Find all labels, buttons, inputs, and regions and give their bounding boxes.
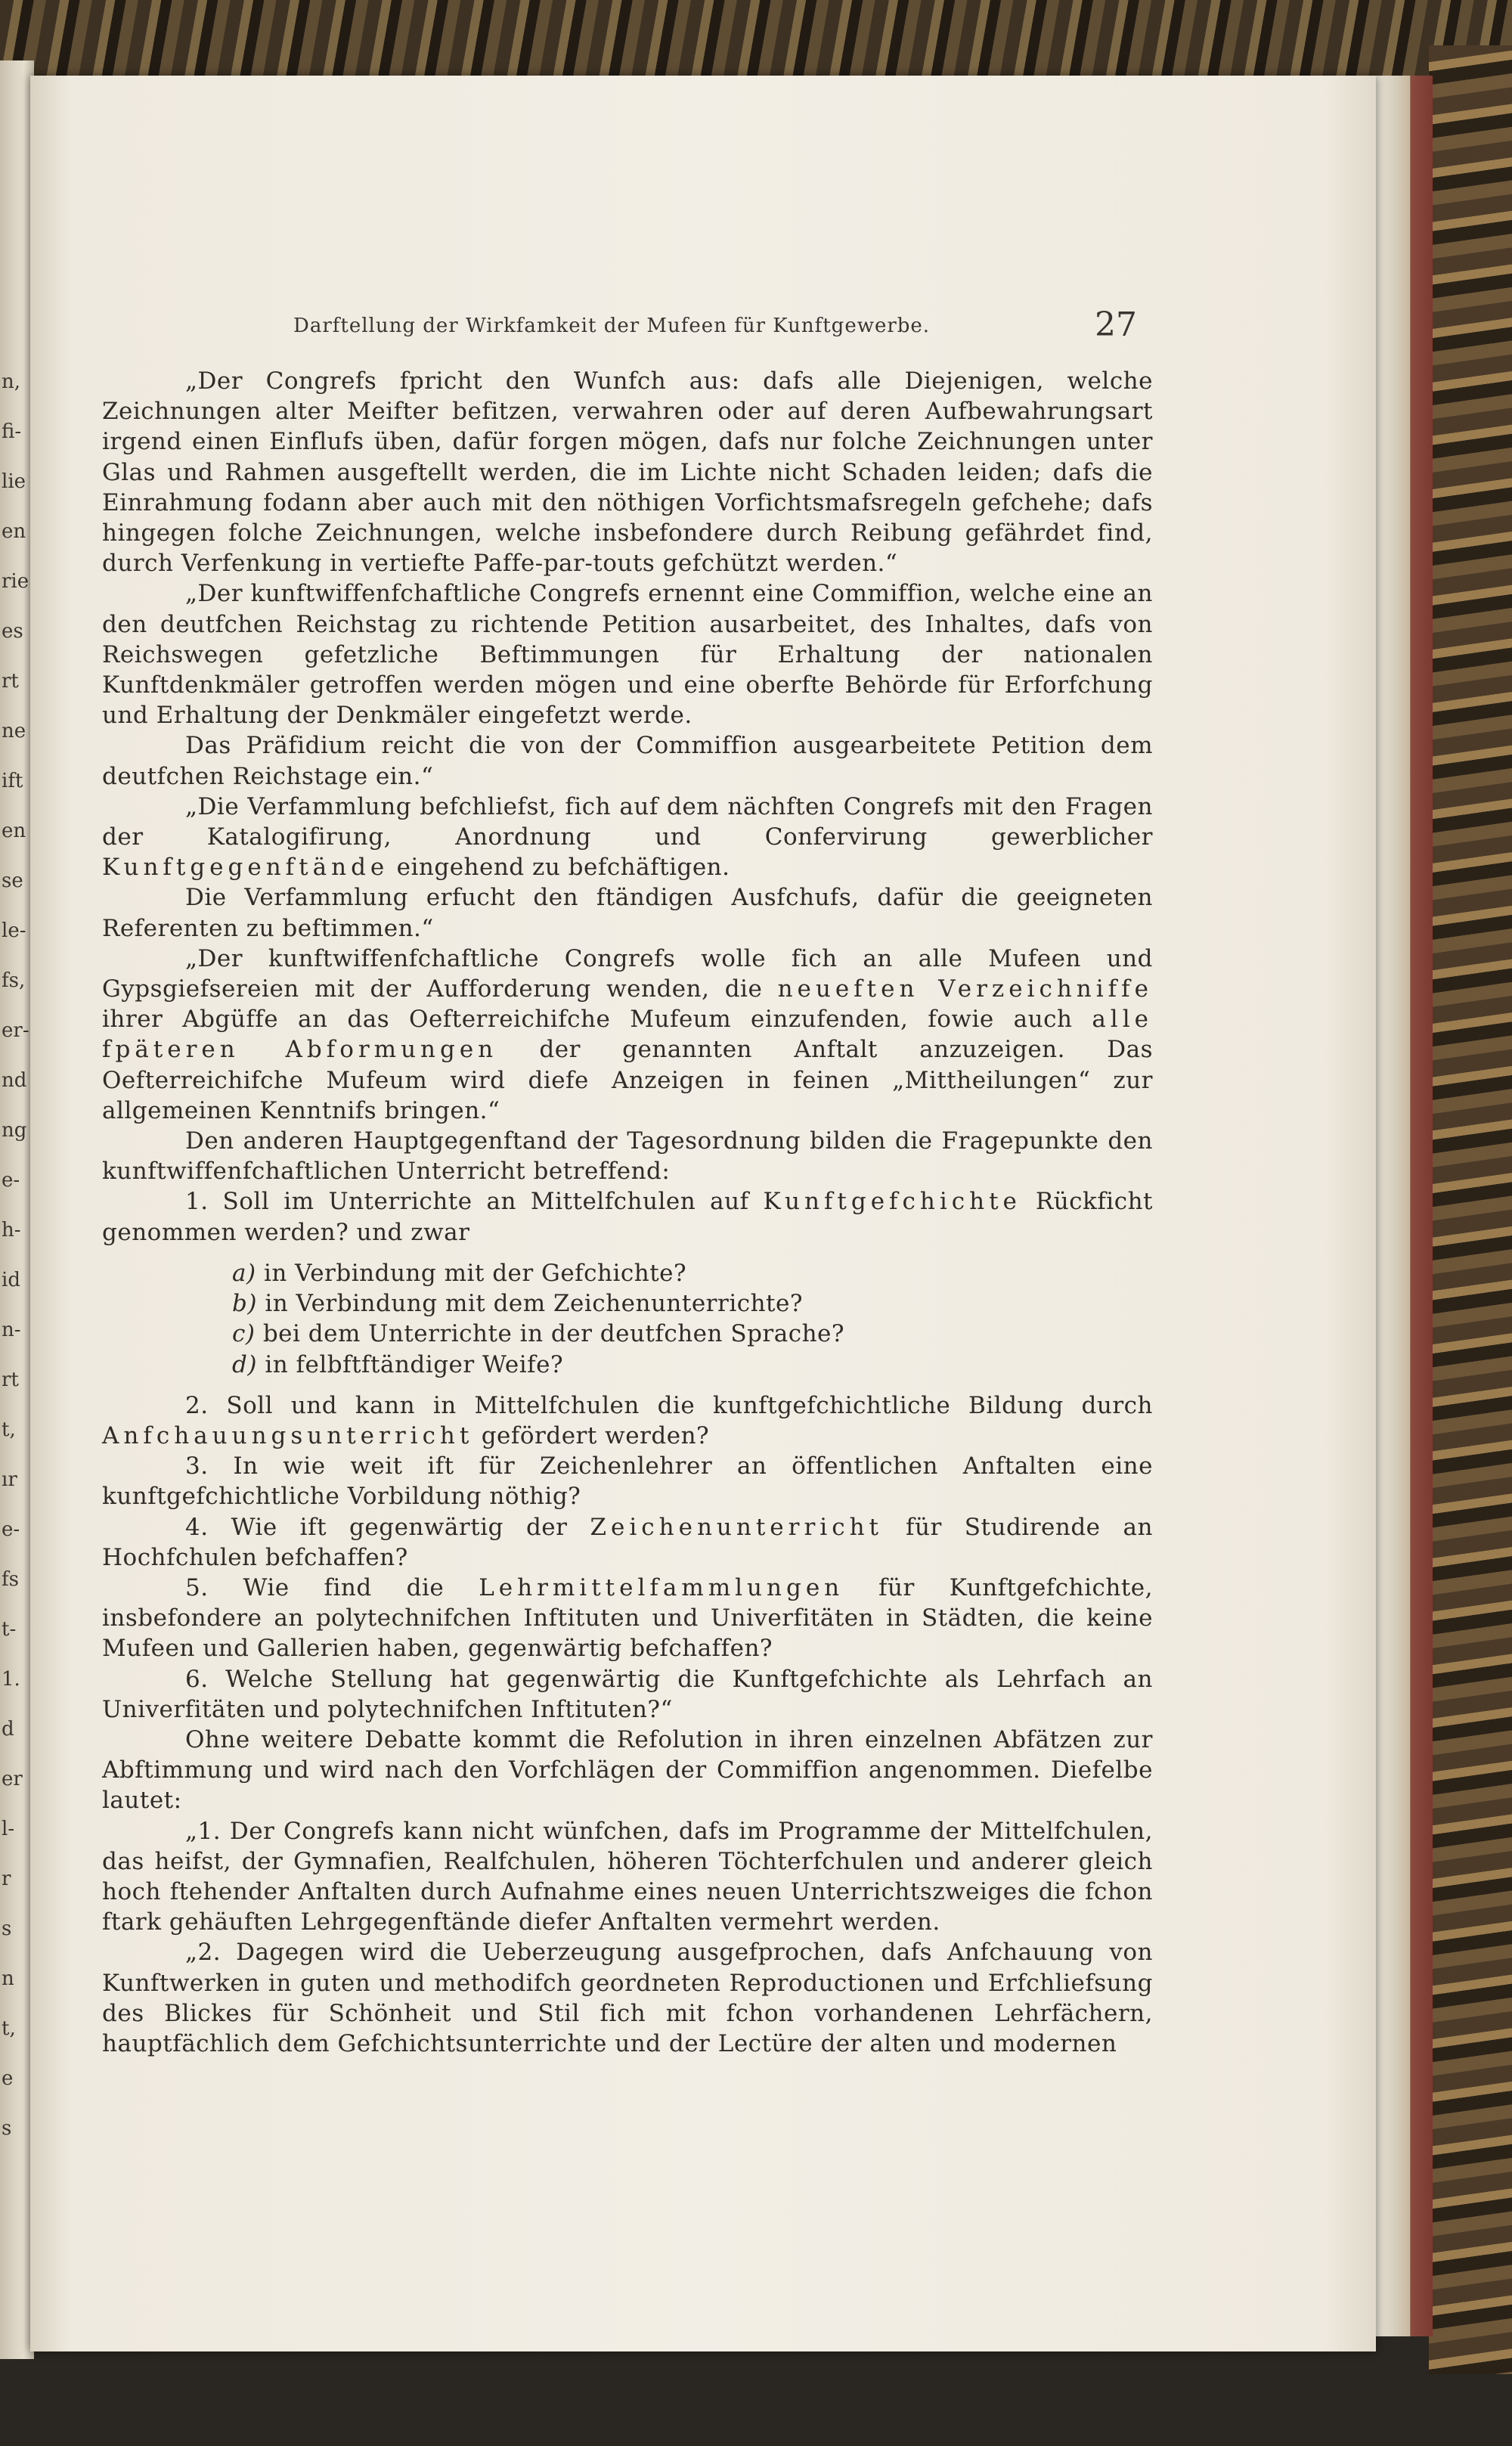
page-stack-edge [1376,76,1433,2336]
text-run: für Kunftgefchichte, insbefondere an polytechnifchen Inftituten und Univerfitäten in Städten, die keine Mufeen und Gallerien haben, gegenwärtig befchaffen? [102,1573,1153,1663]
previous-page-fragment: t, [2,2017,16,2040]
question-item [102,1512,1153,1573]
page-number: 27 [1095,305,1137,344]
previous-page-fragment: l- [2,1818,15,1840]
paragraph [102,792,1153,883]
sub-question-label: c) [232,1320,256,1348]
sub-question-item [102,1288,1153,1319]
previous-page-fragment: s [2,1917,12,1940]
question-item [102,1186,1153,1247]
sub-question-item [102,1258,1153,1288]
previous-page-fragment: rie [2,570,29,593]
spaced-emphasis: alle fpäteren Abformungen [102,1006,1153,1064]
sub-question-item [102,1319,1153,1349]
book-cover-marble-right [1429,45,1512,2374]
previous-page-fragment: ır [2,1468,17,1491]
question-item [102,1573,1153,1664]
previous-page-fragment: fi- [2,420,22,443]
previous-page-fragment: d [2,1718,14,1741]
sub-question-label: a) [232,1259,256,1287]
previous-page-fragment: ift [2,770,23,792]
text-run: gefördert werden? [473,1421,710,1449]
previous-page-fragment: lie [2,470,26,493]
previous-page-fragment: en [2,820,26,842]
previous-page-fragment: es [2,620,23,643]
sub-question-text: in felbftftändiger Weife? [265,1350,564,1378]
spaced-emphasis: Kunftgegenftände [102,854,389,882]
sub-question-text: bei dem Unterrichte in der deutfchen Sprache? [262,1320,845,1348]
paragraph [102,944,1153,1126]
question-item: 3. In wie weit ift für Zeichenlehrer an öffentlichen Anftalten eine kunftgefchichtliche Vorbildung nöthig? [102,1452,1153,1511]
spaced-emphasis: Lehrmittelfammlungen [479,1573,844,1601]
text-run: 5. Wie find die [185,1573,479,1601]
previous-page-fragment: en [2,520,26,543]
previous-page-fragment: e- [2,1518,20,1541]
previous-page-fragment: fs, [2,969,26,992]
paragraph: „Der kunftwiffenfchaftliche Congrefs ernennt eine Commiffion, welche eine an den deutfchen Reichstag zu richtende Petition ausarbeitet, des Inhaltes, dafs von Reichswegen gefetzliche Beftimmungen für Erhaltung der nationalen Kunftdenkmäler getroffen werden mögen und eine oberfte Behörde für Erforfchung und Erhaltung der Denkmäler eingefetzt werde. [102,580,1153,730]
previous-page-fragment: ng [2,1119,27,1142]
body-text [102,366,1153,2059]
previous-page-fragment: e [2,2067,14,2090]
previous-page-fragment: er [2,1768,23,1790]
previous-page-fragment: r [2,1868,11,1890]
previous-page-fragment: h- [2,1219,21,1242]
text-run: 4. Wie ift gegenwärtig der [185,1513,590,1541]
spaced-emphasis: Zeichenunterricht [590,1513,883,1541]
spaced-emphasis: Kunftgefchichte [763,1188,1021,1216]
text-run: Rückficht genommen werden? und zwar [102,1188,1153,1246]
running-title: Darftellung der Wirkfamkeit der Mufeen für Kunftgewerbe. [293,315,931,337]
paragraph: Den anderen Hauptgegenftand der Tagesordnung bilden die Fragepunkte den kunftwiffenfchaftlichen Unterricht betreffend: [102,1127,1153,1186]
question-item: 6. Welche Stellung hat gegenwärtig die Kunftgefchichte als Lehrfach an Univerfitäten und polytechnifchen Inftituten?“ [102,1665,1153,1723]
previous-page-fragment: rt [2,1369,19,1391]
previous-page-fragment: t, [2,1418,16,1441]
previous-page-fragment: s [2,2117,12,2140]
question-item [102,1390,1153,1451]
previous-page-fragment: id [2,1269,20,1291]
paragraph: „Der Congrefs fpricht den Wunfch aus: dafs alle Diejenigen, welche Zeichnungen alter Meifter befitzen, verwahren oder auf deren Aufbewahrungsart irgend einen Einflufs üben, dafür forgen mögen, dafs nur folche Zeichnungen unter Glas und Rahmen ausgeftellt werden, die im Lichte nicht Schaden leiden; dafs die Einrahmung fodann aber auch mit den nöthigen Vorfichtsmafsregeln gefchehe; dafs hingegen folche Zeichnungen, welche insbefondere durch Reibung gefährdet find, durch Verfenkung in vertiefte Paffe-par-touts gefchützt werden.“ [102,367,1153,578]
sub-question-text: in Verbindung mit dem Zeichenunterrichte? [265,1290,803,1318]
text-run: der genannten Anftalt anzuzeigen. Das Oefterreichifche Mufeum wird diefe Anzeigen in feinen „Mittheilungen“ zur allgemeinen Kenntnifs bringen.“ [102,1036,1153,1124]
sub-question-text: in Verbindung mit der Gefchichte? [263,1259,687,1287]
sub-question-item [102,1350,1153,1380]
text-run: eingehend zu befchäftigen. [389,854,730,882]
sub-question-label: d) [232,1350,257,1378]
resolution-item: „1. Der Congrefs kann nicht wünfchen, dafs im Programme der Mittelfchulen, das heifst, der Gymnafien, Realfchulen, höheren Töchterfchulen und anderer gleich hoch ftehender Anftalten durch Aufnahme eines neuen Unterrichtszweiges die fchon ftark gehäuften Lehrgegenftände diefer Anftalten vermehrt werden. [102,1817,1153,1936]
text-run: „Der kunftwiffenfchaftliche Congrefs wolle fich an alle Mufeen und Gypsgiefsereien mit der Aufforderung wenden, die [102,944,1153,1003]
text-run: „Die Verfammlung befchliefst, fich auf dem nächften Congrefs mit den Fragen der Katalogifirung, Anordnung und Confervirung gewerblicher [102,792,1153,851]
resolution-item: „2. Dagegen wird die Ueberzeugung ausgefprochen, dafs Anfchauung von Kunftwerken in guten und methodifch geordneten Reproductionen und Erfchliefsung des Blickes für Schönheit und Stil fich mit fchon vorhandenen Lehrfächern, hauptfächlich dem Gefchichtsunterrichte und der Lectüre der alten und modernen [102,1939,1153,2057]
previous-page-fragment: fs [2,1568,19,1591]
previous-page-edge [0,60,34,2359]
previous-page-fragment: e- [2,1169,20,1192]
running-head [0,305,1512,348]
sub-list [102,1258,1153,1380]
spaced-emphasis: Anfchauungsunterricht [102,1421,474,1449]
previous-page-fragment: rt [2,670,19,693]
previous-page-fragment: n [2,1967,14,1990]
spaced-emphasis: neueften Verzeichniffe [777,975,1153,1003]
previous-page-fragment: nd [2,1069,27,1092]
previous-page-fragment: er- [2,1019,29,1042]
previous-page-fragment: le- [2,919,26,942]
previous-page-fragment: se [2,870,23,892]
previous-page-fragment: n, [2,370,21,393]
previous-page-fragment: n- [2,1319,21,1341]
paragraph: Ohne weitere Debatte kommt die Refolution in ihren einzelnen Abfätzen zur Abftimmung und wird nach den Vorfchlägen der Commiffion angenommen. Diefelbe lautet: [102,1725,1153,1815]
text-run: ihrer Abgüffe an das Oefterreichifche Mufeum einzufenden, fowie auch [102,1006,1092,1034]
previous-page-fragment: 1. [2,1668,20,1691]
previous-page-fragment: t- [2,1618,17,1641]
paragraph: Das Präfidium reicht die von der Commiffion ausgearbeitete Petition dem deutfchen Reichstage ein.“ [102,732,1153,790]
text-run: 1. Soll im Unterrichte an Mittelfchulen auf [185,1188,764,1216]
text-run: 2. Soll und kann in Mittelfchulen die kunftgefchichtliche Bildung durch [185,1391,1153,1419]
sub-question-label: b) [232,1290,257,1318]
paragraph: Die Verfammlung erfucht den ftändigen Ausfchufs, dafür die geeigneten Referenten zu beftimmen.“ [102,884,1153,942]
text-run: für Studirende an Hochfchulen befchaffen? [102,1513,1153,1571]
previous-page-fragment: ne [2,720,26,742]
